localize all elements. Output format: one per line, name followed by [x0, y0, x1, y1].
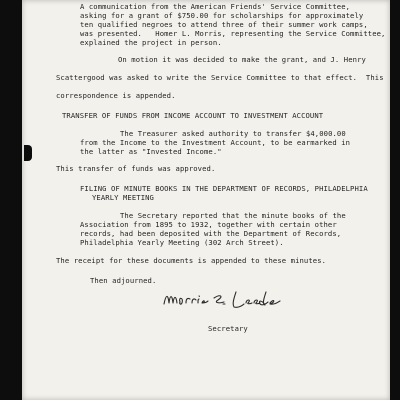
paragraph-line: The receipt for these documents is appended to these minutes. [56, 256, 327, 265]
punch-hole [24, 145, 32, 161]
paragraph-line: the latter as "Invested Income." [80, 147, 222, 156]
paragraph-line: correspondence is appended. [56, 91, 176, 100]
paragraph-line: records, had been deposited with the Department of Records, [80, 229, 342, 238]
section-heading: TRANSFER OF FUNDS FROM INCOME ACCOUNT TO INVESTMENT ACCOUNT [62, 111, 324, 120]
paragraph-line: Philadelphia Yearly Meeting (302 Arch Street). [80, 238, 284, 247]
handwritten-signature [162, 286, 322, 312]
section-heading: FILING OF MINUTE BOOKS IN THE DEPARTMENT OF RECORDS, PHILADELPHIA [80, 184, 368, 193]
paragraph-line: A communication from the American Friends' Service Committee, [80, 2, 351, 11]
paragraph-line: The Secretary reported that the minute books of the [120, 211, 346, 220]
paragraph-line: This transfer of funds was approved. [56, 164, 216, 173]
paragraph-line: The Treasurer asked authority to transfer $4,000.00 [120, 129, 346, 138]
paragraph-line: On motion it was decided to make the grant, and J. Henry [118, 55, 366, 64]
section-heading: YEARLY MEETING [92, 193, 154, 202]
paragraph-line: from the Income to the Investment Account, to be earmarked in [80, 138, 351, 147]
paragraph-line: Scattergood was asked to write the Service Committee to that effect. This [56, 73, 384, 82]
signer-title: Secretary [208, 324, 248, 333]
paragraph-line: explained the project in person. [80, 38, 222, 47]
adjourned-text: Then adjourned. [90, 276, 157, 285]
paragraph-line: Association from 1895 to 1932, together with certain other [80, 220, 337, 229]
paragraph-line: ten qualified negroes to attend three of their summer work camps, [80, 20, 368, 29]
paragraph-line: was presented. Homer L. Morris, representing the Service Committee, [80, 29, 386, 38]
document-page [22, 0, 390, 400]
paragraph-line: asking for a grant of $750.00 for scholarships for approximately [80, 11, 364, 20]
